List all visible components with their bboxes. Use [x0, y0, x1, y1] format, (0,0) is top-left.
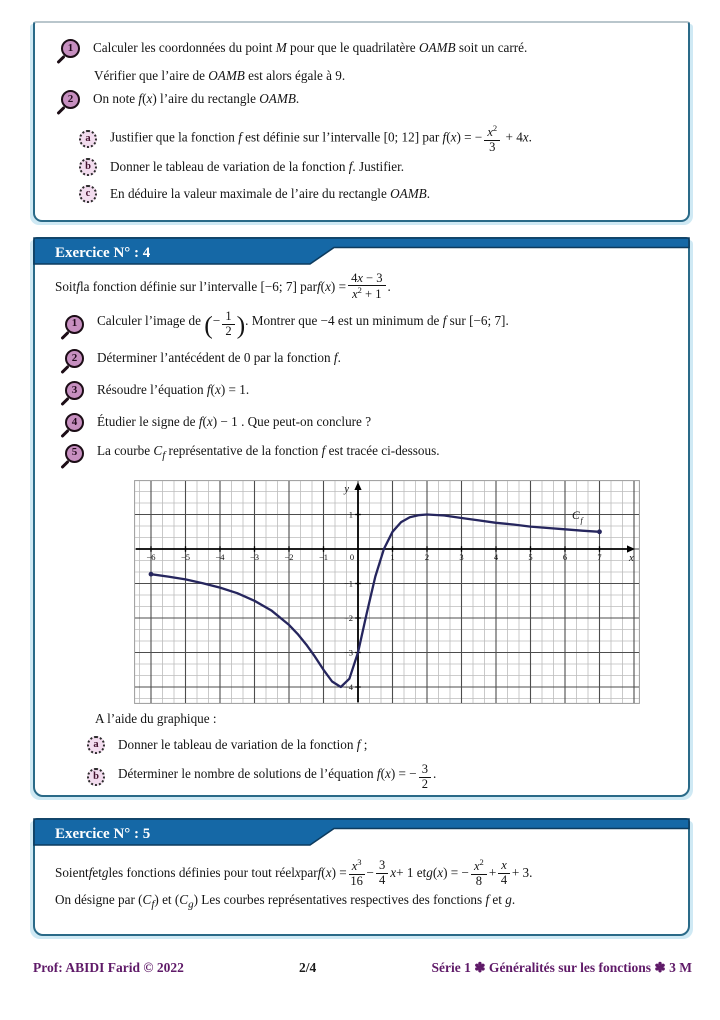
exercise4-intro: Soit f la fonction définie sur l’intervalle [−6; 7] par f ( x ) = 4x − 3 $x^2 + 1$ .: [55, 271, 391, 302]
item-text: Déterminer l’antécédent de 0 par la fonction f.: [97, 350, 341, 366]
function-graph: [134, 480, 640, 704]
exercise3-box: [33, 21, 690, 222]
list-item: [87, 760, 436, 794]
magnifier-number-icon: 4: [65, 413, 84, 432]
svg-text:5: 5: [528, 552, 533, 562]
item-text: Résoudre l’équation f(x) = 1.: [97, 382, 250, 398]
svg-text:f: f: [580, 516, 583, 525]
list-item: [61, 90, 299, 109]
svg-text:−4: −4: [343, 682, 353, 692]
item-text: Calculer l’image de (− $\frac{1}{2}$ ). Montrer que −4 est un minimum de f sur [−6; 7].: [97, 309, 509, 340]
exercise5-line2: On désigne par $(C_f)$ et $(C_g)$ Les courbes représentatives respectives des fonctions f et g.: [55, 892, 516, 911]
svg-text:−5: −5: [180, 552, 191, 562]
footer-page-number: 2/4: [299, 960, 317, 975]
footer-series-title: Série 1 ✽ Généralités sur les fonctions ✽ 3 M: [431, 960, 692, 975]
flower-letter-icon: c: [79, 185, 97, 203]
svg-text:3: 3: [459, 552, 464, 562]
item-text: Déterminer le nombre de solutions de l’équation f(x) = − $\frac{3}{2}$ .: [118, 762, 437, 791]
exercise4-box: [33, 237, 690, 797]
svg-text:−1: −1: [343, 578, 353, 589]
list-item: [79, 158, 404, 176]
function-graph-container: [134, 480, 640, 704]
list-item: [65, 413, 371, 432]
list-item: [79, 122, 532, 156]
item-text: Justifier que la fonction f est définie sur l’intervalle [0; 12] par f(x) = − $\frac{x^2}{3}$ + 4x.: [110, 123, 532, 154]
item-text: Donner le tableau de variation de la fonction f. Justifier.: [110, 158, 405, 174]
svg-text:0: 0: [349, 552, 355, 562]
exercise4-banner: [33, 237, 690, 265]
svg-text:−3: −3: [249, 552, 260, 562]
magnifier-number-icon: 1: [65, 315, 84, 334]
magnifier-number-icon: 3: [65, 381, 84, 400]
list-item: [65, 381, 249, 400]
item-text: Donner le tableau de variation de la fonction f ;: [118, 736, 368, 752]
svg-text:−4: −4: [215, 552, 225, 562]
magnifier-number-icon: 5: [65, 444, 84, 463]
item-text: Calculer les coordonnées du point M pour que le quadrilatère OAMB soit un carré.: [93, 40, 528, 56]
page-footer: [33, 960, 692, 976]
svg-text:1: 1: [390, 552, 395, 562]
svg-text:−3: −3: [343, 647, 353, 658]
item-text: Étudier le signe de f(x) − 1 . Que peut-on conclure ?: [97, 414, 372, 430]
svg-text:y: y: [344, 484, 349, 495]
flower-letter-icon: a: [87, 736, 105, 754]
item-text: La courbe $C_f$ représentative de la fonction f est tracée ci-dessous.: [97, 443, 440, 462]
magnifier-number-icon: 1: [61, 39, 80, 58]
svg-text:−2: −2: [284, 552, 294, 562]
list-item: [65, 304, 509, 344]
svg-text:−6: −6: [146, 552, 156, 562]
list-item: [65, 443, 440, 463]
exercise5-line1: Soient f et g les fonctions définies pour tout réel x par f ( x ) = $x^3$ 16 − 3 4 x + 1 et g ( x ) = − $x^2$ 8 + x 4 + 3.: [55, 857, 533, 888]
exercise4-title: Exercice N° : 4: [55, 245, 151, 261]
magnifier-number-icon: 2: [61, 90, 80, 109]
flower-letter-icon: a: [79, 130, 97, 148]
footer-author: Prof: ABIDI Farid © 2022: [33, 960, 184, 975]
svg-text:x: x: [629, 553, 634, 564]
exercise5-banner: [33, 818, 690, 846]
svg-text:C: C: [572, 510, 580, 522]
flower-letter-icon: b: [79, 158, 97, 176]
list-item: [65, 349, 341, 368]
svg-text:1: 1: [348, 509, 353, 520]
svg-text:2: 2: [424, 552, 430, 562]
item-text: En déduire la valeur maximale de l’aire du rectangle OAMB.: [110, 185, 431, 201]
list-item: [61, 39, 527, 58]
exercise5-box: [33, 818, 690, 936]
svg-text:6: 6: [562, 552, 568, 562]
item-text: On note f(x) l’aire du rectangle OAMB.: [93, 91, 300, 107]
svg-text:−2: −2: [343, 613, 353, 623]
svg-text:−1: −1: [318, 552, 329, 562]
exercise5-title: Exercice N° : 5: [55, 826, 151, 842]
graph-instruction: A l’aide du graphique :: [95, 711, 217, 726]
magnifier-number-icon: 2: [65, 349, 84, 368]
svg-text:4: 4: [493, 552, 499, 562]
list-item: [87, 736, 367, 754]
item-text: Vérifier que l’aire de OAMB est alors égale à 9.: [94, 68, 346, 83]
flower-letter-icon: b: [87, 768, 105, 786]
list-item: [79, 185, 430, 203]
svg-text:7: 7: [597, 552, 602, 562]
